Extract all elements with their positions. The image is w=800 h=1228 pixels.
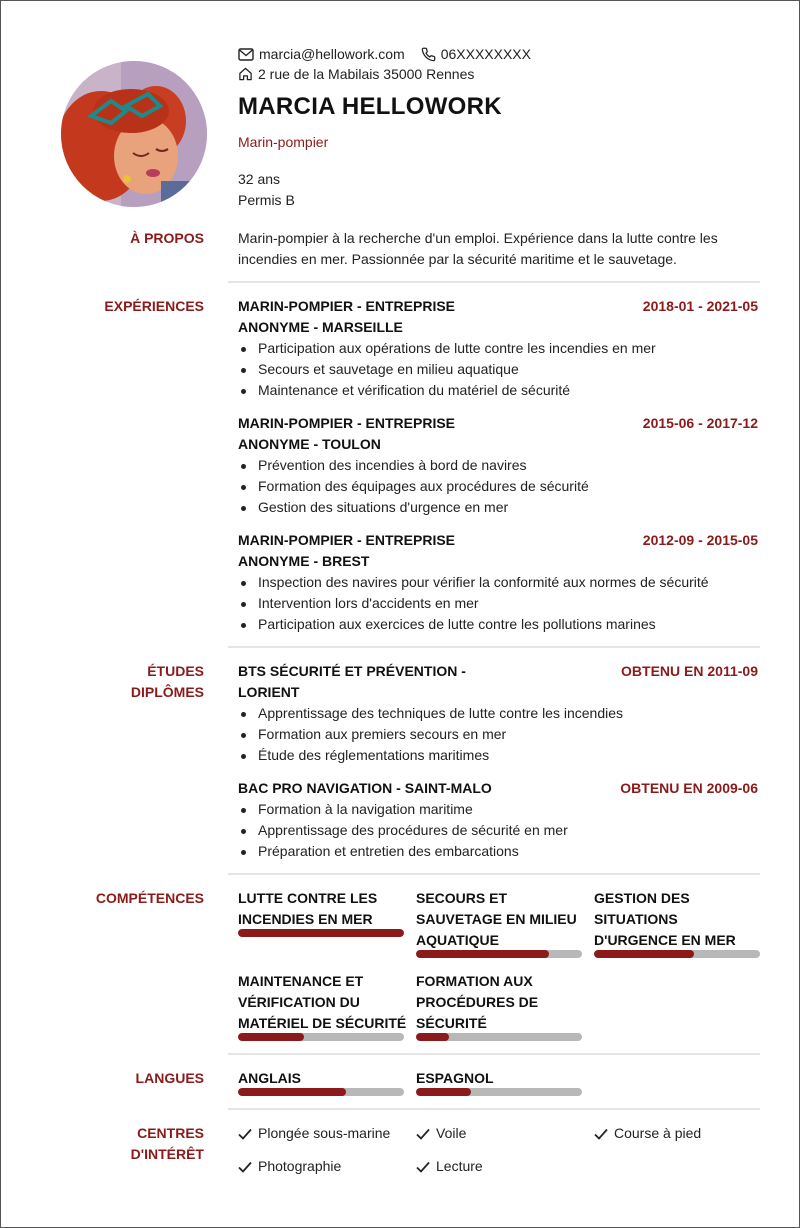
interest-item [594, 1123, 701, 1144]
interest-item [238, 1123, 390, 1144]
skill-level-bar [416, 950, 582, 958]
skill-level-fill [416, 1033, 449, 1041]
phone-text: 06XXXXXXXX [440, 46, 531, 62]
check-icon [416, 1161, 430, 1173]
section-divider [228, 281, 760, 283]
experience-title [238, 296, 538, 338]
interest-item [416, 1123, 466, 1144]
experience-title [238, 530, 538, 572]
bullet-item: Maintenance et vérification du matériel de sécurité [238, 380, 760, 401]
address-text: 2 rue de la Mabilais 35000 Rennes [258, 66, 475, 82]
bullet-item: Préparation et entretien des embarcations [238, 841, 760, 862]
experience-dates: 2018-01 - 2021-05 [642, 298, 758, 314]
language-name: ANGLAIS [238, 1070, 301, 1086]
bullet-item: Formation aux premiers secours en mer [238, 724, 760, 745]
skills-heading: COMPÉTENCES [95, 890, 204, 906]
bullet-item: Apprentissage des procédures de sécurité en mer [238, 820, 760, 841]
skill-level-fill [238, 929, 404, 937]
bullet-item: Intervention lors d'accidents en mer [238, 593, 760, 614]
section-divider [228, 873, 760, 875]
skill-name-line: SECOURS ET [416, 890, 508, 906]
skill-name-line: SAUVETAGE EN MILIEU [416, 911, 577, 927]
experiences-heading: EXPÉRIENCES [104, 298, 204, 314]
skill-level-bar [416, 1033, 582, 1041]
education-heading-line: ÉTUDES [147, 663, 204, 679]
language-level-bar [416, 1088, 582, 1096]
skill-name-line: SÉCURITÉ [416, 1015, 487, 1031]
license-text: Permis B [238, 192, 295, 208]
phone-contact[interactable] [421, 46, 531, 62]
interest-label: Plongée sous-marine [258, 1125, 391, 1141]
experience-title-line: MARIN-POMPIER - ENTREPRISE [238, 532, 456, 548]
skill-name-line: PROCÉDURES DE [416, 994, 539, 1010]
skill-name-line: MATÉRIEL DE SÉCURITÉ [238, 1015, 407, 1031]
interest-item [416, 1156, 483, 1177]
experience-title-line: MARIN-POMPIER - ENTREPRISE [238, 415, 456, 431]
language-name: ESPAGNOL [416, 1070, 494, 1086]
age-text: 32 ans [238, 171, 281, 187]
interests-heading [131, 1123, 204, 1165]
mail-icon [238, 48, 254, 61]
bullet-item: Apprentissage des techniques de lutte contre les incendies [238, 703, 760, 724]
interests-heading-line: CENTRES [137, 1125, 204, 1141]
skill-name [416, 888, 586, 951]
education-title [238, 778, 568, 799]
education-heading [131, 661, 204, 703]
skill-level-fill [594, 950, 694, 958]
experience-title-line: ANONYME - BREST [238, 553, 370, 569]
job-title: Marin-pompier [238, 134, 329, 150]
home-icon [238, 67, 253, 81]
experience-dates: 2015-06 - 2017-12 [642, 415, 758, 431]
bullet-item: Étude des réglementations maritimes [238, 745, 760, 766]
skill-name-line: AQUATIQUE [416, 932, 499, 948]
email-text: marcia@hellowork.com [259, 46, 405, 62]
education-bullets [238, 799, 760, 862]
skill-level-bar [238, 929, 404, 937]
education-heading-line: DIPLÔMES [130, 684, 204, 700]
bullet-item: Secours et sauvetage en milieu aquatique [238, 359, 760, 380]
experience-title-line: MARIN-POMPIER - ENTREPRISE [238, 298, 456, 314]
experience-bullets [238, 572, 760, 635]
skill-name-line: INCENDIES EN MER [238, 911, 373, 927]
bullet-item: Gestion des situations d'urgence en mer [238, 497, 760, 518]
interest-item [238, 1156, 341, 1177]
skill-name-line: D'URGENCE EN MER [594, 932, 736, 948]
education-bullets [238, 703, 760, 766]
skill-name-line: VÉRIFICATION DU [238, 994, 360, 1010]
education-title [238, 661, 538, 703]
skill-name [238, 888, 408, 930]
section-divider [228, 1108, 760, 1110]
interest-label: Voile [436, 1125, 467, 1141]
bullet-item: Formation des équipages aux procédures de sécurité [238, 476, 760, 497]
skill-name-line: GESTION DES [594, 890, 690, 906]
education-title-line: BAC PRO NAVIGATION - SAINT-MALO [238, 780, 492, 796]
skill-level-fill [416, 950, 549, 958]
experience-dates: 2012-09 - 2015-05 [642, 532, 758, 548]
section-divider [228, 646, 760, 648]
skill-level-bar [238, 1033, 404, 1041]
interests-heading-line: D'INTÉRÊT [130, 1146, 204, 1162]
phone-icon [421, 47, 436, 62]
interest-label: Photographie [258, 1158, 342, 1174]
skill-level-fill [238, 1033, 304, 1041]
interest-label: Course à pied [614, 1125, 702, 1141]
section-divider [228, 1053, 760, 1055]
bullet-item: Participation aux opérations de lutte contre les incendies en mer [238, 338, 760, 359]
interest-label: Lecture [436, 1158, 483, 1174]
language-level-bar [238, 1088, 404, 1096]
avatar-illustration [61, 61, 207, 207]
skill-name-line: MAINTENANCE ET [238, 973, 364, 989]
experience-bullets [238, 338, 760, 401]
bullet-item: Participation aux exercices de lutte contre les pollutions marines [238, 614, 760, 635]
email-contact[interactable] [238, 46, 405, 62]
skill-name-line: LUTTE CONTRE LES [238, 890, 378, 906]
candidate-name: MARCIA HELLOWORK [238, 93, 502, 120]
bullet-item: Formation à la navigation maritime [238, 799, 760, 820]
education-date: OBTENU EN 2011-09 [621, 663, 758, 679]
contact-block [238, 44, 758, 84]
language-level-fill [238, 1088, 346, 1096]
skill-name [238, 971, 408, 1034]
about-heading: À PROPOS [130, 230, 204, 246]
bullet-item: Prévention des incendies à bord de navires [238, 455, 760, 476]
about-text: Marin-pompier à la recherche d'un emploi. Expérience dans la lutte contre les incendies en mer. Passionnée par la sécurité maritime et le sauvetage. [238, 230, 718, 267]
skill-level-bar [594, 950, 760, 958]
check-icon [238, 1161, 252, 1173]
experience-title-line: ANONYME - TOULON [238, 436, 381, 452]
skill-name [416, 971, 586, 1034]
address-contact [238, 66, 474, 82]
experience-title [238, 413, 538, 455]
education-date: OBTENU EN 2009-06 [620, 780, 758, 796]
skill-name [594, 888, 764, 951]
experience-title-line: ANONYME - MARSEILLE [238, 319, 403, 335]
check-icon [416, 1128, 430, 1140]
check-icon [594, 1128, 608, 1140]
bullet-item: Inspection des navires pour vérifier la conformité aux normes de sécurité [238, 572, 760, 593]
education-title-line: LORIENT [238, 684, 300, 700]
language-level-fill [416, 1088, 471, 1096]
skill-name-line: SITUATIONS [594, 911, 678, 927]
skill-name-line: FORMATION AUX [416, 973, 533, 989]
check-icon [238, 1128, 252, 1140]
profile-photo [61, 61, 207, 207]
experience-bullets [238, 455, 760, 518]
languages-heading: LANGUES [135, 1070, 204, 1086]
education-title-line: BTS SÉCURITÉ ET PRÉVENTION - [238, 663, 466, 679]
